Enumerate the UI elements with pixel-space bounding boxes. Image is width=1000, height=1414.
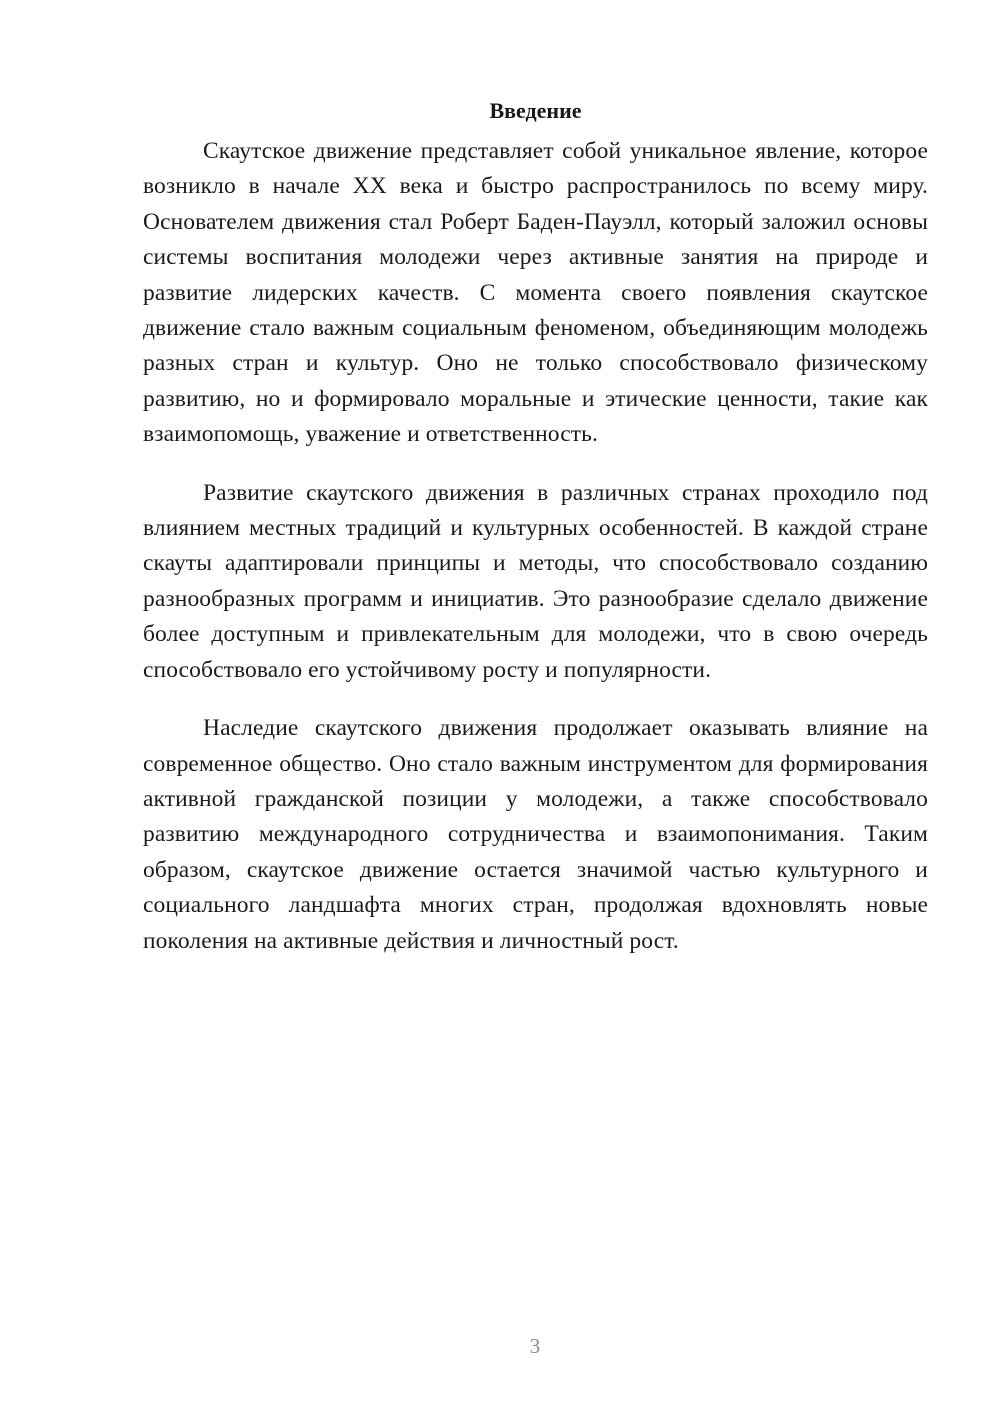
paragraph-3: Наследие скаутского движения продолжает оказывать влияние на современное общество. Оно стало важным инструментом для формирования активной гражданской позиции у молодежи, а также способствовало развитию международного сотрудничества и взаимопонимания. Таким образом, скаутское движение остается значимой частью культурного и социального ландшафта многих стран, продолжая вдохновлять новые поколения на активные действия и личностный рост. [143,715,928,954]
section-title: Введение [489,98,582,123]
paragraph-2: Развитие скаутского движения в различных странах проходило под влиянием местных традиций и культурных особенностей. В каждой стране скауты адаптировали принципы и методы, что способствовало созданию разнообразных программ и инициатив. Это разнообразие сделало движение более доступным и привлекательным для молодежи, что в свою очередь способствовало его устойчивому росту и популярности. [143,479,928,683]
paragraph-1: Скаутское движение представляет собой уникальное явление, которое возникло в начале XX века и быстро распространилось по всему миру. Основателем движения стал Роберт Баден-Пауэлл, который заложил основы системы воспитания молодежи через активные занятия на природе и развитие лидерских качеств. С момента своего появления скаутское движение стало важным социальным феноменом, объединяющим молодежь разных стран и культур. Оно не только способствовало физическому развитию, но и формировало моральные и этические ценности, такие как взаимопомощь, уважение и ответственность. [143,138,928,448]
page-content [143,96,928,982]
page-number: 3 [529,1334,541,1358]
